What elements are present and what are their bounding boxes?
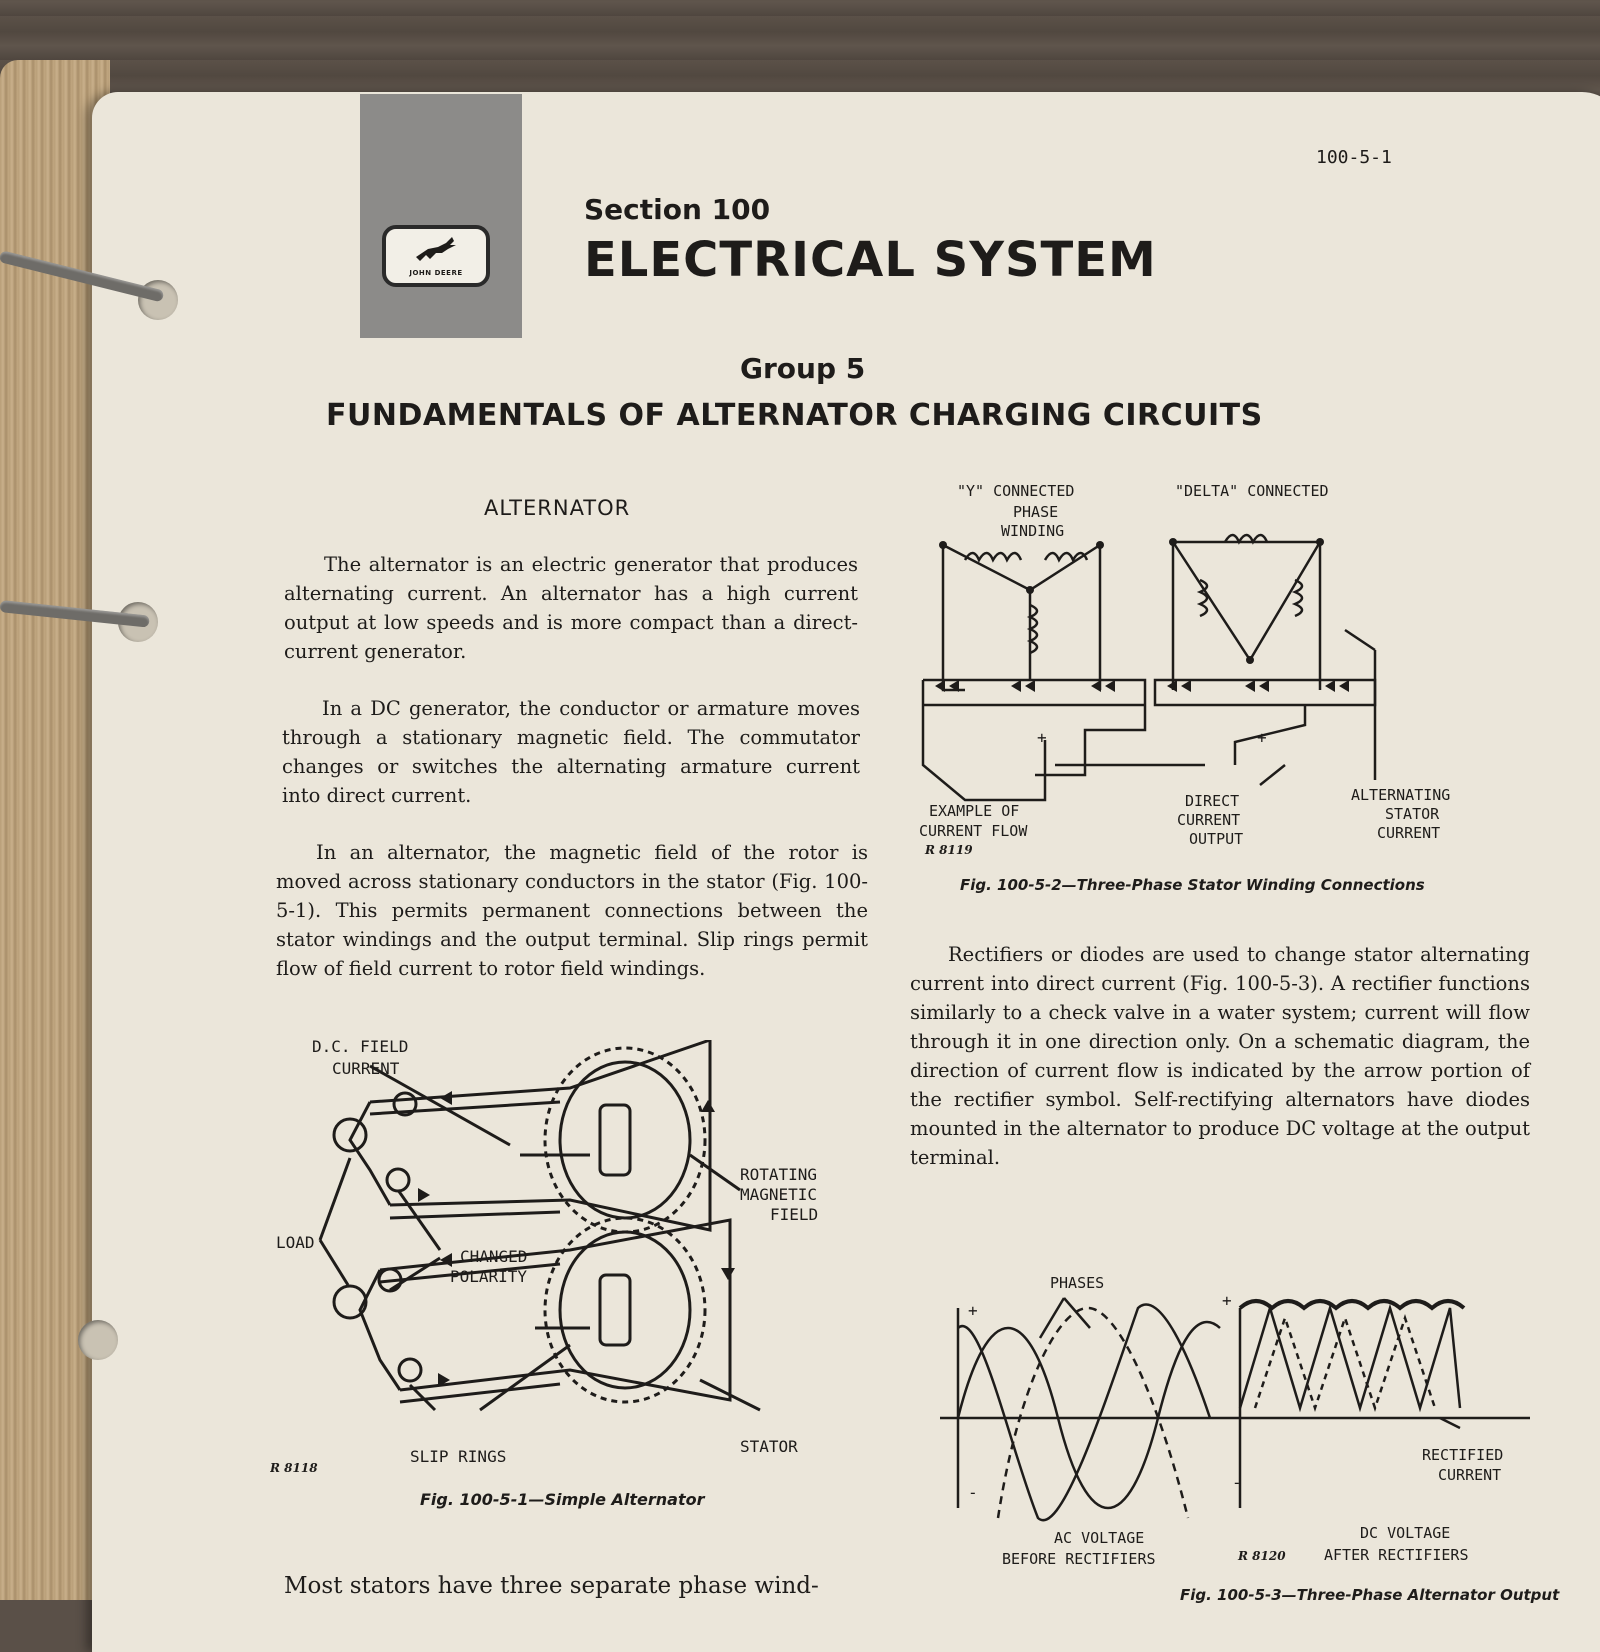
label-phase: PHASE — [1013, 503, 1059, 521]
paragraph-alternator-intro: The alternator is an electric generator that produces alternating current. An alternator has a high current output at low speeds and is more compact than a direct-current generator. — [284, 553, 858, 663]
label-direct-current: CURRENT — [1177, 811, 1241, 829]
label-polarity: POLARITY — [450, 1267, 528, 1286]
paragraph-rectifiers: Rectifiers or diodes are used to change stator alternating current into direct current (Fig. 100-5-3). A rectifier functions similarly to a check valve in a water system; current will flow through it in one direction only. On a schematic diagram, the direction of current flow is indicated by the arrow portion of the rectifier symbol. Self-rectifying alternators have diodes mounted in the alternator to produce DC voltage at the output terminal. — [910, 943, 1530, 1169]
paragraph-dc-generator: In a DC generator, the conductor or armature moves through a stationary magnetic field. The commutator changes or switches the alternating armature current into direct current. — [282, 697, 860, 807]
paragraph-stators-start: Most stators have three separate phase wind- — [284, 1573, 819, 1599]
alternator-heading: ALTERNATOR — [484, 496, 631, 520]
label-y-connected: "Y" CONNECTED — [957, 482, 1075, 500]
plus-sign-dc: + — [1222, 1291, 1232, 1310]
figure-alternator-output — [940, 1268, 1540, 1568]
label-dc-field: D.C. FIELD — [312, 1040, 409, 1056]
plus-sign-ac: + — [968, 1301, 978, 1320]
minus-sign-ac: - — [968, 1483, 978, 1502]
plus-sign-output: + — [1257, 728, 1267, 747]
label-dc-voltage: DC VOLTAGE — [1360, 1524, 1451, 1542]
group-title: FUNDAMENTALS OF ALTERNATOR CHARGING CIRCUITS — [326, 398, 1263, 433]
rectified-pointer — [1440, 1418, 1460, 1428]
label-alternating: ALTERNATING — [1351, 786, 1451, 804]
label-output: OUTPUT — [1189, 830, 1244, 848]
deer-icon — [386, 231, 486, 271]
group-label: Group 5 — [740, 352, 866, 385]
figure-stator-winding-connections — [905, 480, 1485, 870]
diode-symbols — [935, 538, 1349, 692]
label-changed: CHANGED — [460, 1247, 528, 1266]
label-phases: PHASES — [1050, 1274, 1105, 1292]
john-deere-logo — [382, 225, 490, 287]
label-rectified: RECTIFIED — [1422, 1446, 1504, 1464]
ac-waveform — [940, 1305, 1230, 1521]
label-winding: WINDING — [1001, 522, 1065, 540]
label-dc-field-current: CURRENT — [332, 1059, 400, 1078]
coil-windings — [965, 535, 1302, 653]
phases-pointer-2 — [1064, 1298, 1090, 1328]
label-delta-connected: "DELTA" CONNECTED — [1175, 482, 1329, 500]
figure-simple-alternator — [270, 1040, 890, 1520]
figure-1-caption: Fig. 100-5-1—Simple Alternator — [420, 1490, 705, 1509]
alternator-drawing — [320, 1040, 760, 1410]
label-stator-current: CURRENT — [1377, 824, 1441, 842]
label-stator-2: STATOR — [1385, 805, 1440, 823]
figure-2-caption: Fig. 100-5-2—Three-Phase Stator Winding Connections — [960, 876, 1425, 894]
label-magnetic: MAGNETIC — [740, 1185, 818, 1204]
figure-2-ref: R 8119 — [925, 843, 973, 857]
label-rectified-current: CURRENT — [1438, 1466, 1502, 1484]
paragraph-alternator-rotor: In an alternator, the magnetic field of the rotor is moved across stationary conductors in the stator (Fig. 100-5-1). This permits permanent connections between the stator windings and the output terminal. Slip rings permit flow of field current to rotor field windings. — [276, 841, 868, 980]
section-label: Section 100 — [584, 193, 771, 226]
label-ac-voltage: AC VOLTAGE — [1054, 1529, 1145, 1547]
label-current-flow: CURRENT FLOW — [919, 822, 1028, 840]
section-title: ELECTRICAL SYSTEM — [584, 232, 1157, 288]
phases-pointer — [1040, 1298, 1064, 1338]
label-example-of: EXAMPLE OF — [929, 802, 1020, 820]
label-slip-rings: SLIP RINGS — [410, 1447, 507, 1466]
plus-sign: + — [1037, 728, 1047, 747]
minus-sign-dc: - — [1232, 1473, 1242, 1492]
label-stator: STATOR — [740, 1437, 798, 1456]
label-direct: DIRECT — [1185, 792, 1240, 810]
label-before-rectifiers: BEFORE RECTIFIERS — [1002, 1550, 1156, 1568]
label-after-rectifiers: AFTER RECTIFIERS — [1324, 1546, 1469, 1564]
logo-text: JOHN DEERE — [409, 269, 463, 277]
winding-schematic — [923, 542, 1375, 800]
figure-3-caption: Fig. 100-5-3—Three-Phase Alternator Output — [1180, 1586, 1560, 1604]
label-field: FIELD — [770, 1205, 819, 1224]
figure-1-ref: R 8118 — [270, 1461, 318, 1475]
binder-hole-bottom — [78, 1320, 118, 1360]
header-grey-band — [360, 94, 522, 338]
label-load: LOAD — [276, 1233, 315, 1252]
figure-3-ref: R 8120 — [1238, 1549, 1286, 1563]
current-arrows — [418, 1091, 735, 1387]
page-number: 100-5-1 — [1316, 147, 1392, 168]
label-rotating: ROTATING — [740, 1165, 818, 1184]
